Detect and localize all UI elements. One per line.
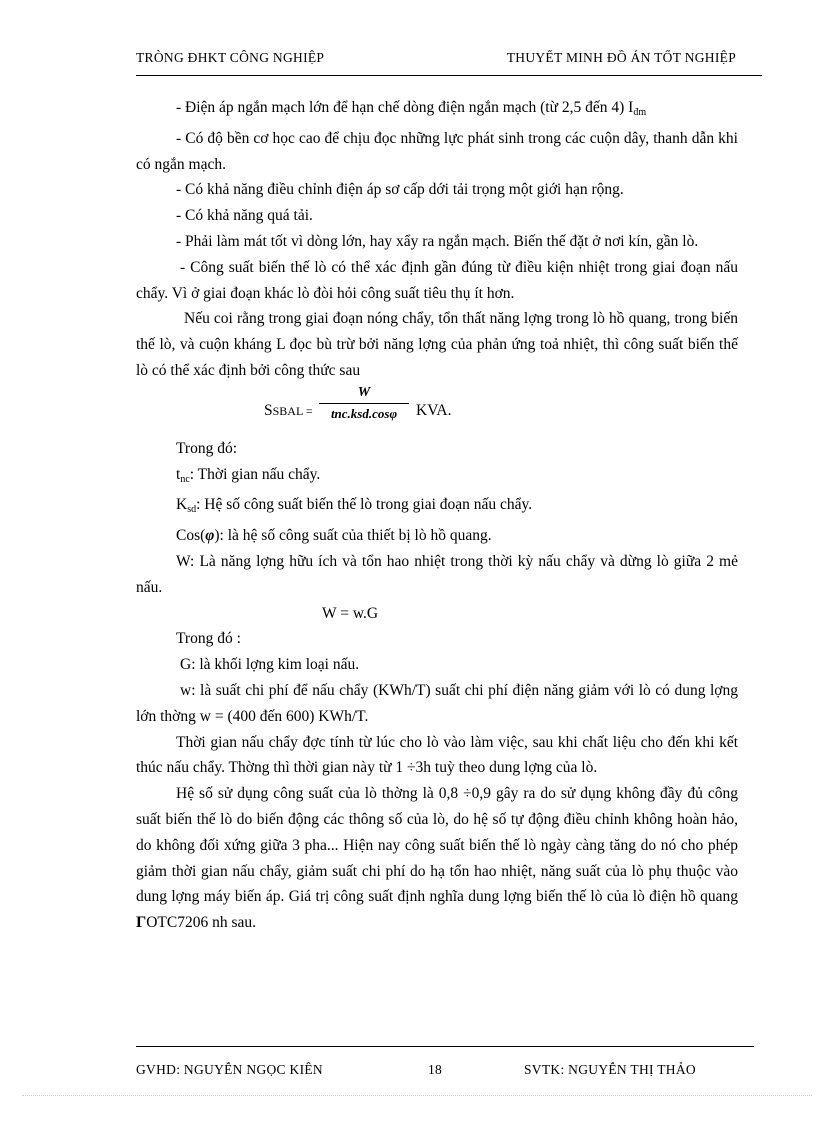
paragraph-utilization-coefficient: Hệ số sử dụng công suất của lò thờng là 0,8 ÷0,9 gây ra do sử dụng không đầy đủ công suất biến thế lò do biến động các thông số của lò, do hệ số tự động điều chỉnh không hoàn hảo, do không đối xứng giữa 3 pha... Hiện nay công suất biến thế lò ngày càng tăng do nó cho phép giảm thời gian nấu chẩy, giảm suất chi phí do hạ tổn hao nhiệt, năng suất của lò phụ thuộc vào dung lợng máy biến áp. Giá trị công suất định nghĩa dung lợng biến thế lò của lò điện hồ quang ΓOTC7206 nh sau. xyxy=(136,785,738,932)
paragraph-energy-balance: Nếu coi rằng trong giai đoạn nóng chẩy, tổn thất năng lợng trong lò hồ quang, trong biến thế lò, và cuộn kháng L đọc bù trừ bởi năng lợng của phản ứng toả nhiệt, thì công suất biến thế lò có thể xác định bởi công thức sau xyxy=(136,310,738,379)
page-footer xyxy=(136,1062,762,1076)
page-number: 18 xyxy=(428,1062,443,1076)
paragraph-short-circuit-voltage: - Điện áp ngắn mạch lớn để hạn chế dòng điện ngắn mạch (từ 2,5 đến 4) $I_{đm}$ xyxy=(176,99,647,118)
formula-energy: W = w.G xyxy=(322,604,379,622)
header-school: TRÒNG ĐHKT CÔNG NGHIỆP xyxy=(136,50,325,64)
def-mass: G: là khối lợng kim loại nấu. xyxy=(180,656,360,674)
page-bottom-border xyxy=(22,1095,812,1096)
gamma-symbol: Γ xyxy=(136,914,147,932)
formula-denominator: tnc.ksd.cosφ xyxy=(330,405,398,421)
formula-unit: KVA. xyxy=(416,401,452,419)
fraction-bar xyxy=(319,403,409,404)
def-ksd: $K_{sd}$: Hệ số công suất biến thế lò trong giai đoạn nấu chẩy. xyxy=(176,496,533,516)
def-specific-consumption: w: là suất chi phí để nấu chẩy (KWh/T) suất chi phí điện năng giảm với lò có dung lợng lớn thờng w = (400 đến 600) KWh/T. xyxy=(136,681,738,725)
header-title: THUYẾT MINH ĐỒ ÁN TỐT NGHIỆP xyxy=(506,50,736,64)
formula-lhs: SSBAL = xyxy=(264,401,313,419)
paragraph-voltage-regulation: - Có khả năng điều chỉnh điện áp sơ cấp dới tải trọng một giới hạn rộng. xyxy=(176,181,624,199)
formula-transformer-power xyxy=(136,384,738,436)
phi-symbol: φ xyxy=(205,527,215,545)
where-label-2: Trong đó : xyxy=(176,630,241,648)
footer-rule xyxy=(136,1046,754,1047)
footer-instructor: GVHD: NGUYỄN NGỌC KIÊN xyxy=(136,1062,323,1076)
def-energy: W: Là năng lợng hữu ích và tổn hao nhiệt trong thời kỳ nấu chẩy và dừng lò giữa 2 mẻ nấu. xyxy=(136,552,738,596)
formula-fraction xyxy=(319,384,409,423)
paragraph-transformer-power: - Công suất biến thế lò có thể xác định gần đúng từ điều kiện nhiệt trong giai đoạn nấu chẩy. Vì ở giai đoạn khác lò đòi hỏi công suất tiêu thụ ít hơn. xyxy=(136,258,738,302)
where-label: Trong đó: xyxy=(176,439,238,457)
def-tnc: $t_{nc}$: Thời gian nấu chẩy. xyxy=(176,465,321,485)
paragraph-melting-time: Thời gian nấu chẩy đợc tính từ lúc cho lò vào làm việc, sau khi chất liệu cho đến khi kết thúc nấu chẩy. Thờng thì thời gian này từ 1 ÷3h tuỳ theo dung lợng của lò. xyxy=(136,733,738,777)
paragraph-cooling: - Phải làm mát tốt vì dòng lớn, hay xẩy ra ngắn mạch. Biến thế đặt ở nơi kín, gần lò. xyxy=(176,232,699,250)
footer-student: SVTK: NGUYỄN THỊ THẢO xyxy=(524,1062,696,1076)
header-rule xyxy=(136,75,762,76)
paragraph-overload: - Có khả năng quá tải. xyxy=(176,207,313,225)
page-header xyxy=(136,50,762,64)
formula-numerator: W xyxy=(357,384,371,400)
paragraph-mechanical-strength: - Có độ bền cơ học cao để chịu đọc những lực phát sinh trong các cuộn dây, thanh dẫn khi có ngắn mạch. xyxy=(136,129,738,173)
document-body xyxy=(136,95,738,936)
def-cos-phi: Cos(φ): là hệ số công suất của thiết bị lò hồ quang. xyxy=(176,527,492,545)
